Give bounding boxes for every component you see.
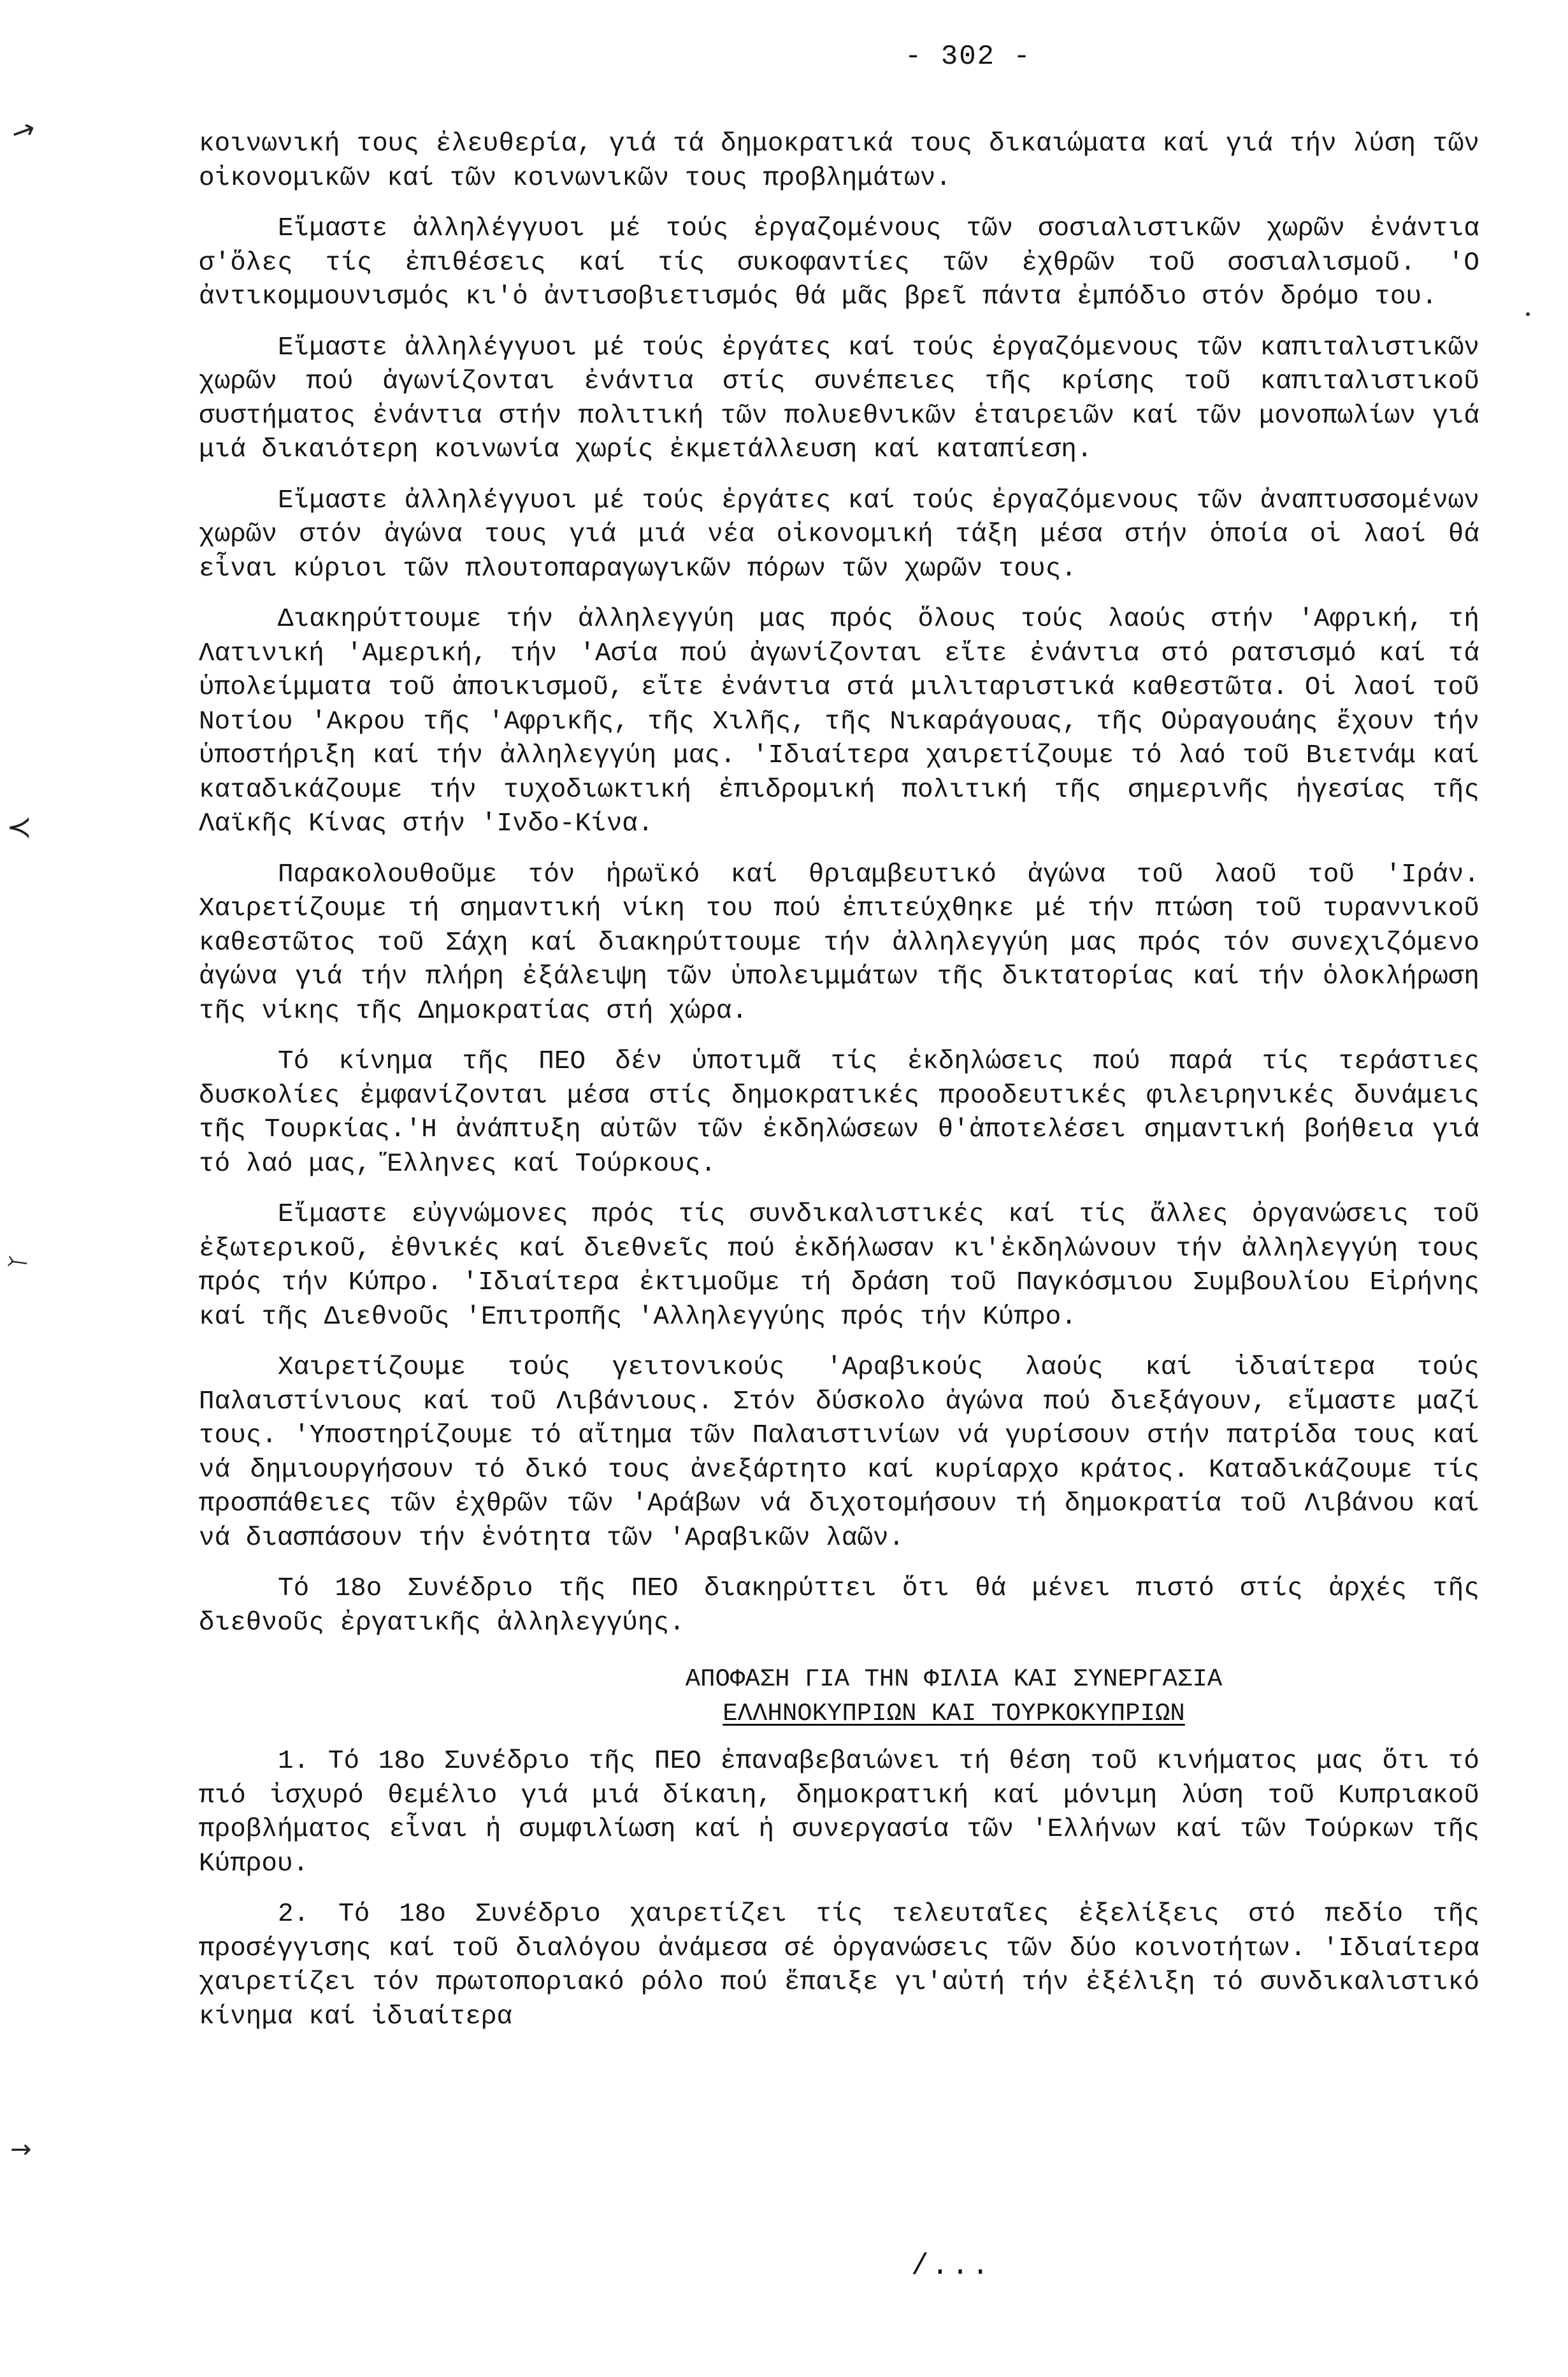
paragraph: Εἴμαστε ἀλληλέγγυοι μέ τούς ἐργάτες καί τούς ἐργαζόμενους τῶν ἀναπτυσσομένων χωρῶν στόν ἀγώνα τους γιά μιά νέα οἰκονομική τάξη μέσα στήν ὁποία οἱ λαοί θά εἶναι κύριοι τῶν πλουτοπαραγωγικῶν πόρων τῶν χωρῶν τους. xyxy=(199,486,1479,584)
page-number: - 302 - xyxy=(905,41,1032,73)
document-body xyxy=(199,127,1479,2051)
margin-dot xyxy=(1526,312,1530,316)
paragraph: Διακηρύττουμε τήν ἀλληλεγγύη μας πρός ὅλους τούς λαούς στήν 'Αφρική, τή Λατινική 'Αμερική, τήν 'Ασία πού ἀγωνίζονται εἴτε ἐνάντια στό ρατσισμό καί τά ὑπολείμματα τοῦ ἀποικισμοῦ, εἴτε ἐνάντια στά μιλιταριστικά καθεστῶτα. Οἱ λαοί τοῦ Νοτίου 'Ακρου τῆς 'Αφρικῆς, τῆς Χιλῆς, τῆς Νικαράγουας, τῆς Οὐραγουάης ἔχουν τήν ὑποστήριξη καί τήν ἀλληλεγγύη μας. 'Ιδιαίτερα χαιρετίζουμε τό λαό τοῦ Βιετνάμ καί καταδικάζουμε τήν τυχοδιωκτική ἐπιδρομική πολιτική τῆς σημερινῆς ἡγεσίας τῆς Λαϊκῆς Κίνας στήν 'Ινδο-Κίνα. xyxy=(199,605,1479,839)
numbered-item: 1. Τό 18ο Συνέδριο τῆς ΠΕΟ ἐπαναβεβαιώνει τή θέση τοῦ κινήματος μας ὅτι τό πιό ἰσχυρό θεμέλιο γιά μιά δίκαιη, δημοκρατική καί μόνιμη λύση τοῦ Κυπριακοῦ προβλήματος εἶναι ἡ συμφιλίωση καί ἡ συνεργασία τῶν 'Ελλήνων καί τῶν Τούρκων τῆς Κύπρου. xyxy=(199,1747,1479,1879)
paragraph: Παρακολουθοῦμε τόν ἡρωϊκό καί θριαμβευτικό ἀγώνα τοῦ λαοῦ τοῦ 'Ιράν. Χαιρετίζουμε τή σημαντική νίκη του πού ἐπιτεύχθηκε μέ τήν πτώση τοῦ τυραννικοῦ καθεστῶτος τοῦ Σάχη καί διακηρύττουμε τήν ἀλληλεγγύη μας πρός τόν συνεχιζόμενο ἀγώνα γιά τήν πλήρη ἐξάλειψη τῶν ὑπολειμμάτων τῆς δικτατορίας καί τήν ὁλοκλήρωση τῆς νίκης τῆς Δημοκρατίας στή χώρα. xyxy=(199,860,1479,1026)
paragraph: Εἴμαστε ἀλληλέγγυοι μέ τούς ἐργαζομένους τῶν σοσιαλιστικῶν χωρῶν ἐνάντια σ'ὅλες τίς ἐπιθέσεις καί τίς συκοφαντίες τῶν ἐχθρῶν τοῦ σοσιαλισμοῦ. 'Ο ἀντικομμουνισμός κι'ὁ ἀντισοβιετισμός θά μᾶς βρεῖ πάντα ἐμπόδιο στόν δρόμο του. xyxy=(199,214,1479,312)
section-heading-line: ΑΠΟΦΑΣΗ ΓΙΑ ΤΗΝ ΦΙΛΙΑ ΚΑΙ ΣΥΝΕΡΓΑΣΙΑ xyxy=(685,1665,1223,1693)
section-heading-subline: ΕΛΛΗΝΟΚΥΠΡΙΩΝ ΚΑΙ ΤΟΥΡΚΟΚΥΠΡΙΩΝ xyxy=(723,1700,1185,1728)
paragraph: Εἴμαστε εὐγνώμονες πρός τίς συνδικαλιστικές καί τίς ἄλλες ὀργανώσεις τοῦ ἐξωτερικοῦ, ἐθνικές καί διεθνεῖς πού ἐκδήλωσαν κι'ἐκδηλώνουν τήν ἀλληλεγγύη τους πρός τήν Κύπρο. 'Ιδιαίτερα ἐκτιμοῦμε τή δράση τοῦ Παγκόσμιου Συμβουλίου Εἰρήνης καί τῆς Διεθνοῦς 'Επιτροπῆς 'Αλληλεγγύης πρός τήν Κύπρο. xyxy=(199,1200,1479,1332)
margin-arrow-mark: ⤚ xyxy=(5,1244,31,1277)
paragraph: Χαιρετίζουμε τούς γειτονικούς 'Αραβικούς λαούς καί ἰδιαίτερα τούς Παλαιστίνιους καί τοῦ Λιβάνιους. Στόν δύσκολο ἀγώνα πού διεξάγουν, εἴμαστε μαζί τους. 'Υποστηρίζουμε τό αἴτημα τῶν Παλαιστινίων νά γυρίσουν στήν πατρίδα τους καί νά δημιουργήσουν τό δικό τους ἀνεξάρτητο καί κυρίαρχο κράτος. Καταδικάζουμε τίς προσπάθειες τῶν ἐχθρῶν τῶν 'Αράβων νά διχοτομήσουν τή δημοκρατία τοῦ Λιβάνου καί νά διασπάσουν τήν ἑνότητα τῶν 'Αραβικῶν λαῶν. xyxy=(199,1353,1479,1553)
margin-arrow-mark: → xyxy=(10,2135,32,2164)
numbered-item: 2. Τό 18ο Συνέδριο χαιρετίζει τίς τελευταῖες ἐξελίξεις στό πεδίο τῆς προσέγγισης καί τοῦ διαλόγου ἀνάμεσα σέ ὀργανώσεις τῶν δύο κοινοτήτων. 'Ιδιαίτερα χαιρετίζει τόν πρωτοποριακό ρόλο πού ἔπαιξε γι'αὐτή τήν ἐξέλιξη τό συνδικαλιστικό κίνημα καί ἰδιαίτερα xyxy=(199,1900,1479,2032)
paragraph: Τό κίνημα τῆς ΠΕΟ δέν ὑποτιμᾶ τίς ἐκδηλώσεις πού παρά τίς τεράστιες δυσκολίες ἐμφανίζονται μέσα στίς δημοκρατικές προοδευτικές φιλειρηνικές δυνάμεις τῆς Τουρκίας.'Η ἀνάπτυξη αὐτῶν τῶν ἐκδηλώσεων θ'ἀποτελέσει σημαντική βοήθεια γιά τό λαό μας, Ἕλληνες καί Τούρκους. xyxy=(199,1047,1479,1179)
margin-arrow-mark: ≺ xyxy=(6,809,32,845)
paragraph: Τό 18ο Συνέδριο τῆς ΠΕΟ διακηρύττει ὅτι θά μένει πιστό στίς ἀρχές τῆς διεθνοῦς ἐργατικῆς ἀλληλεγγύης. xyxy=(199,1574,1479,1638)
paragraph: Εἴμαστε ἀλληλέγγυοι μέ τούς ἐργάτες καί τούς ἐργαζόμενους τῶν καπιταλιστικῶν χωρῶν πού ἀγωνίζονται ἐνάντια στίς συνέπειες τῆς κρίσης τοῦ καπιταλιστικοῦ συστήματος ἐνάντια στήν πολιτική τῶν πολυεθνικῶν ἑταιρειῶν καί τῶν μονοπωλίων γιά μιά δικαιότερη κοινωνία χωρίς ἐκμετάλλευση καί καταπίεση. xyxy=(199,333,1479,465)
continuation-mark: /... xyxy=(911,2250,992,2283)
section-heading xyxy=(199,1662,1479,1731)
paragraph: κοινωνική τους ἐλευθερία, γιά τά δημοκρατικά τους δικαιώματα καί γιά τήν λύση τῶν οἰκονομικῶν καί τῶν κοινωνικῶν τους προβλημάτων. xyxy=(199,129,1479,193)
margin-arrow-mark: → xyxy=(6,112,40,150)
